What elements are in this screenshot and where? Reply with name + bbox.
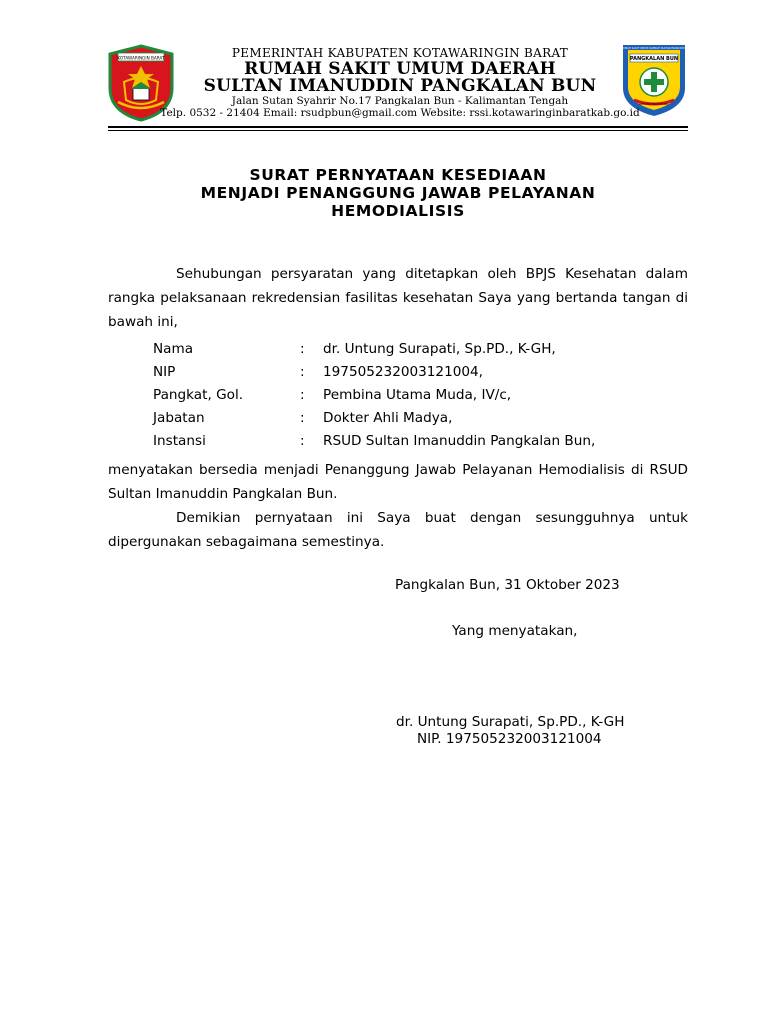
letterhead-hospital-name: SULTAN IMANUDDIN PANGKALAN BUN bbox=[203, 76, 597, 96]
field-value: RSUD Sultan Imanuddin Pangkalan Bun, bbox=[323, 433, 596, 449]
field-colon: : bbox=[300, 364, 305, 380]
right-logo-text-bottom: KOTAWARINGIN BARAT bbox=[639, 103, 669, 106]
field-row-pangkat bbox=[153, 384, 683, 407]
field-label: Instansi bbox=[153, 433, 206, 449]
signatory-label: Yang menyatakan, bbox=[452, 623, 578, 639]
closing-paragraph: Demikian pernyataan ini Saya buat dengan sesungguhnya untuk dipergunakan sebagaimana semestinya. bbox=[108, 510, 688, 550]
signatory-name: dr. Untung Surapati, Sp.PD., K-GH bbox=[396, 714, 625, 730]
document-title-line3: HEMODIALISIS bbox=[331, 202, 465, 220]
field-row-nama bbox=[153, 338, 683, 361]
left-logo-text: KOTAWARINGIN BARAT bbox=[117, 55, 165, 61]
field-label: NIP bbox=[153, 364, 176, 380]
field-value: Dokter Ahli Madya, bbox=[323, 410, 453, 426]
right-logo-text-top: RUMAH SAKIT UMUM DAERAH SULTAN IMANUDDIN bbox=[621, 47, 687, 50]
field-label: Pangkat, Gol. bbox=[153, 387, 244, 403]
place-date: Pangkalan Bun, 31 Oktober 2023 bbox=[395, 577, 620, 593]
field-value: Pembina Utama Muda, IV/c, bbox=[323, 387, 512, 403]
field-label: Jabatan bbox=[153, 410, 205, 426]
identity-fields bbox=[153, 338, 683, 453]
letterhead-divider-thick bbox=[108, 126, 688, 128]
field-colon: : bbox=[300, 433, 305, 449]
letterhead-contact: Telp. 0532 - 21404 Email: rsudpbun@gmail.com Website: rssi.kotawaringinbaratkab.go.id bbox=[160, 107, 640, 119]
field-colon: : bbox=[300, 410, 305, 426]
field-value: dr. Untung Surapati, Sp.PD., K-GH, bbox=[323, 341, 556, 357]
signatory-nip: NIP. 197505232003121004 bbox=[417, 731, 602, 747]
right-logo-banner-text: PANGKALAN BUN bbox=[629, 56, 679, 62]
intro-paragraph: Sehubungan persyaratan yang ditetapkan oleh BPJS Kesehatan dalam rangka pelaksanaan rekredensian fasilitas kesehatan Saya yang bertanda tangan di bawah ini, bbox=[108, 266, 688, 330]
document-title-line1: SURAT PERNYATAAN KESEDIAAN bbox=[249, 166, 547, 184]
field-label: Nama bbox=[153, 341, 194, 357]
field-row-jabatan bbox=[153, 407, 683, 430]
letterhead-address: Jalan Sutan Syahrir No.17 Pangkalan Bun - Kalimantan Tengah bbox=[231, 95, 569, 107]
field-row-nip bbox=[153, 361, 683, 384]
document-title-line2: MENJADI PENANGGUNG JAWAB PELAYANAN bbox=[200, 184, 596, 202]
letterhead-government: PEMERINTAH KABUPATEN KOTAWARINGIN BARAT bbox=[231, 46, 569, 60]
field-value: 197505232003121004, bbox=[323, 364, 483, 380]
field-row-instansi bbox=[153, 430, 683, 453]
statement-paragraph: menyatakan bersedia menjadi Penanggung Jawab Pelayanan Hemodialisis di RSUD Sultan Imanuddin Pangkalan Bun. bbox=[108, 462, 688, 502]
letterhead-hospital-type: RUMAH SAKIT UMUM DAERAH bbox=[244, 59, 556, 79]
field-colon: : bbox=[300, 387, 305, 403]
field-colon: : bbox=[300, 341, 305, 357]
letterhead-divider-thin bbox=[108, 130, 688, 131]
